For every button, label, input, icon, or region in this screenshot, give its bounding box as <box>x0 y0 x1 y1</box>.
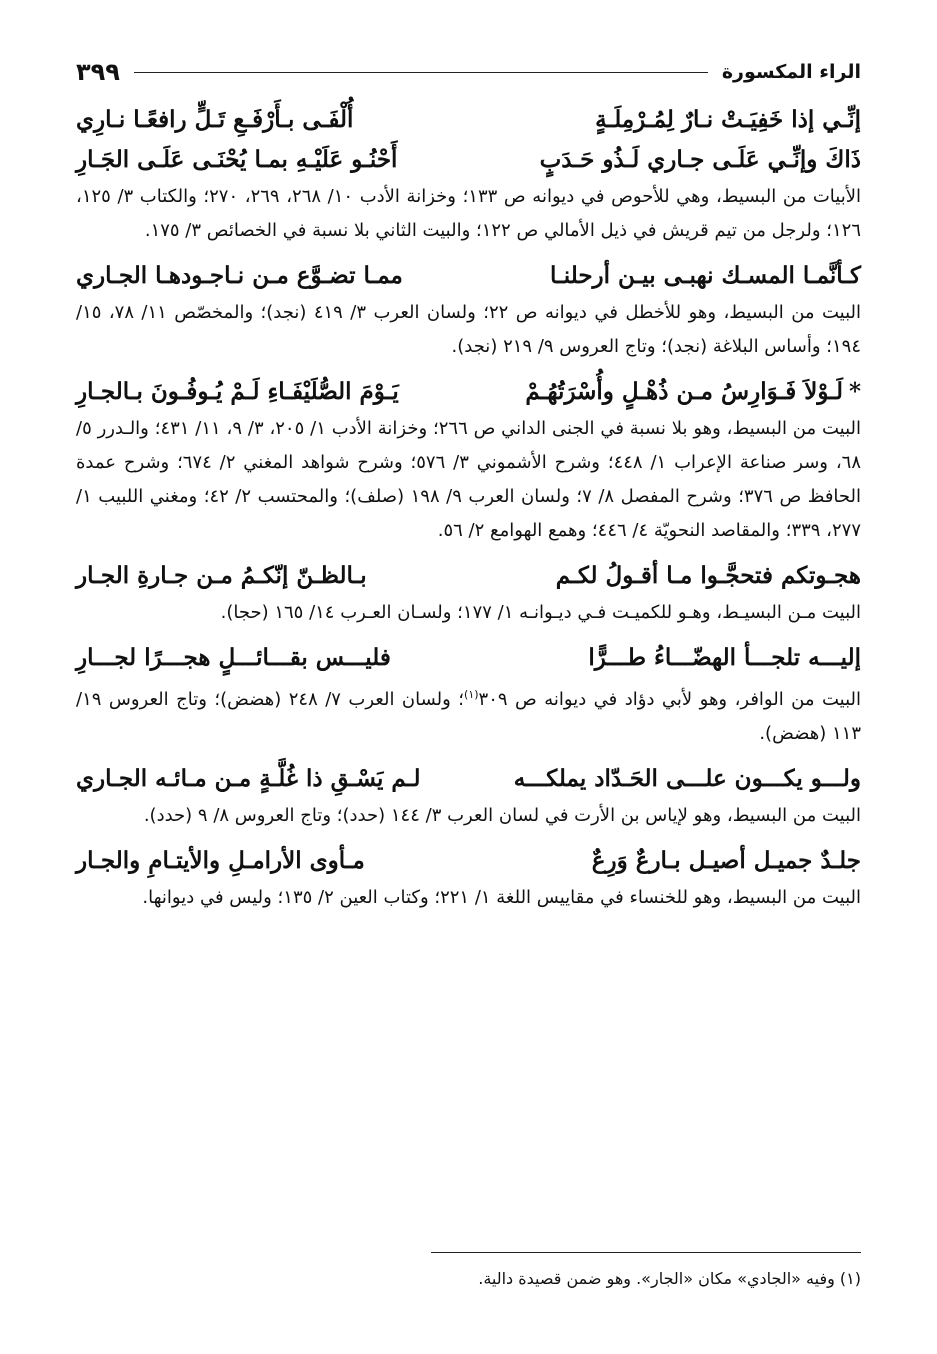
verse-line <box>76 759 861 799</box>
verse-second-hemistich: ممـا تضـوَّع مـن نـاجـودهـا الجـاري <box>76 262 403 289</box>
footnote: (١) وفيه «الجادي» مكان «الجار». وهو ضمن قصيدة دالية. <box>478 1269 861 1288</box>
verse-second-hemistich: أُلْفَـى بـأَرْفَـعِ تَـلٍّ رافعًـا نـارِي <box>76 106 354 133</box>
header-rule <box>134 72 708 73</box>
star-marker: * <box>848 378 861 405</box>
verse-second-hemistich: فليـــس بقـــائـــلٍ هجـــرًا لجـــارِ <box>76 644 391 671</box>
verse-first-hemistich: إليـــه تلجـــأ الهضّـــاءُ طـــرًّا <box>588 644 861 671</box>
citation-text-end: ؛ ولسان العرب ٧/ ٢٤٨ (هضض)؛ وتاج العروس ١٩/ ١١٣ (هضض). <box>76 689 861 744</box>
entry-1 <box>76 100 861 248</box>
verse-line <box>76 638 861 678</box>
verse-line <box>76 100 861 140</box>
footnote-separator <box>431 1252 861 1253</box>
citation-text <box>76 678 861 751</box>
verse-line <box>76 841 861 881</box>
verse-first-hemistich: هجـوتكم فتحجَّـوا مـا أقـولُ لكـم <box>555 562 861 589</box>
page-number: ٣٩٩ <box>76 58 120 86</box>
verse-line <box>76 140 861 180</box>
verse-first-hemistich: إنِّـي إذا خَفِيَـتْ نـارٌ لِمُـرْمِلَـةٍ <box>595 106 861 133</box>
verse-line <box>76 372 861 412</box>
verse-second-hemistich: يَـوْمَ الصُّلَيْفَـاءِ لَـمْ يُـوفُـونَ بـالجـارِ <box>76 378 399 405</box>
entry-5 <box>76 638 861 751</box>
citation-text: البيت من البسيط، وهو لإياس بن الأرت في لسان العرب ٣/ ١٤٤ (حدد)؛ وتاج العروس ٨/ ٩ (حدد). <box>143 805 861 826</box>
citation-text: البيت من البسيط، وهو بلا نسبة في الجنى الداني ص ٢٦٦؛ وخزانة الأدب ١/ ٢٠٥، ٣/ ٩، ١١/ ٤٣١؛ والـدرر ٥/ ٦٨، وسر صناعة الإعراب ١/ ٤٤٨؛ وشرح الأشموني ٣/ ٥٧٦؛ وشرح شواهد المغني ٢/ ٦٧٤؛ وشرح عمدة الحافظ ص ٣٧٦؛ وشرح المفصل ٨/ ٧؛ ولسان العرب ٩/ ١٩٨ (صلف)؛ والمحتسب ٢/ ٤٢؛ ومغني اللبيب ١/ ٢٧٧، ٣٣٩؛ والمقاصد النحويّة ٤/ ٤٤٦؛ وهمع الهوامع ٢/ ٥٦. <box>76 418 862 541</box>
verse-line <box>76 256 861 296</box>
citation-text: البيت من البسيط، وهو للخنساء في مقاييس اللغة ١/ ٢٢١؛ وكتاب العين ٢/ ١٣٥؛ وليس في ديوانها. <box>142 887 861 908</box>
page-header <box>76 52 861 92</box>
citation-text: البيت من البسيط، وهو للأخطل في ديوانه ص ٢٢؛ ولسان العرب ٣/ ٤١٩ (نجد)؛ والمخصّص ١١/ ٧٨، ١٥/ ١٩٤؛ وأساس البلاغة (نجد)؛ وتاج العروس ٩/ ٢١٩ (نجد). <box>76 302 861 357</box>
verse-second-hemistich: مـأوى الأرامـلِ والأيتـامِ والجـار <box>76 847 365 874</box>
verse-first-hemistich: جلـدٌ جميـل أصيـل بـارعٌ وَرِعٌ <box>591 847 861 874</box>
verse-first-hemistich <box>525 372 861 412</box>
entry-3 <box>76 372 861 548</box>
entry-7 <box>76 841 861 915</box>
footnote-marker[interactable]: (١) <box>464 688 479 701</box>
verse-first-hemistich-text: لَـوْلاَ فَـوَارِسُ مـن ذُهْـلٍ وأُسْرَتُهُـمْ <box>525 378 843 405</box>
verse-line <box>76 556 861 596</box>
chapter-title: الراء المكسورة <box>721 61 861 83</box>
verse-second-hemistich: لـم يَسْـقِ ذا غُلَّـةٍ مـن مـائـه الجـاري <box>76 765 421 792</box>
verse-first-hemistich: كـأنَّمـا المسـك نهبـى بيـن أرحلنـا <box>550 262 861 289</box>
verse-first-hemistich: ولـــو يكـــون علـــى الحَـدّاد يملكـــه <box>513 765 861 792</box>
entry-6 <box>76 759 861 833</box>
citation-text: البيت مـن البسيـط، وهـو للكميـت فـي ديـوانـه ١/ ١٧٧؛ ولسـان العـرب ١٤/ ١٦٥ (حجا). <box>220 602 861 623</box>
citation-text-start: البيت من الوافر، وهو لأبي دؤاد في ديوانه ص ٣٠٩ <box>478 689 861 710</box>
entry-2 <box>76 256 861 364</box>
verse-second-hemistich: أَحْنُـو عَلَيْـهِ بمـا يُحْنَـى عَلَـى الجَـارِ <box>76 146 398 173</box>
verse-first-hemistich: ذَاكَ وإنِّـي عَلَـى جـاري لَـذُو حَـدَبٍ <box>539 146 861 173</box>
citation-text: الأبيات من البسيط، وهي للأحوص في ديوانه ص ١٣٣؛ وخزانة الأدب ١٠/ ٢٦٨، ٢٦٩، ٢٧٠؛ والكتاب ٣/ ١٢٥، ١٢٦؛ ولرجل من تيم قريش في ذيل الأمالي ص ١٢٢؛ والبيت الثاني بلا نسبة في الخصائص ٣/ ١٧٥. <box>76 186 861 241</box>
verse-second-hemistich: بـالظـنّ إنّكـمُ مـن جـارةِ الجـار <box>76 562 367 589</box>
book-page <box>76 52 861 1354</box>
entry-4 <box>76 556 861 630</box>
